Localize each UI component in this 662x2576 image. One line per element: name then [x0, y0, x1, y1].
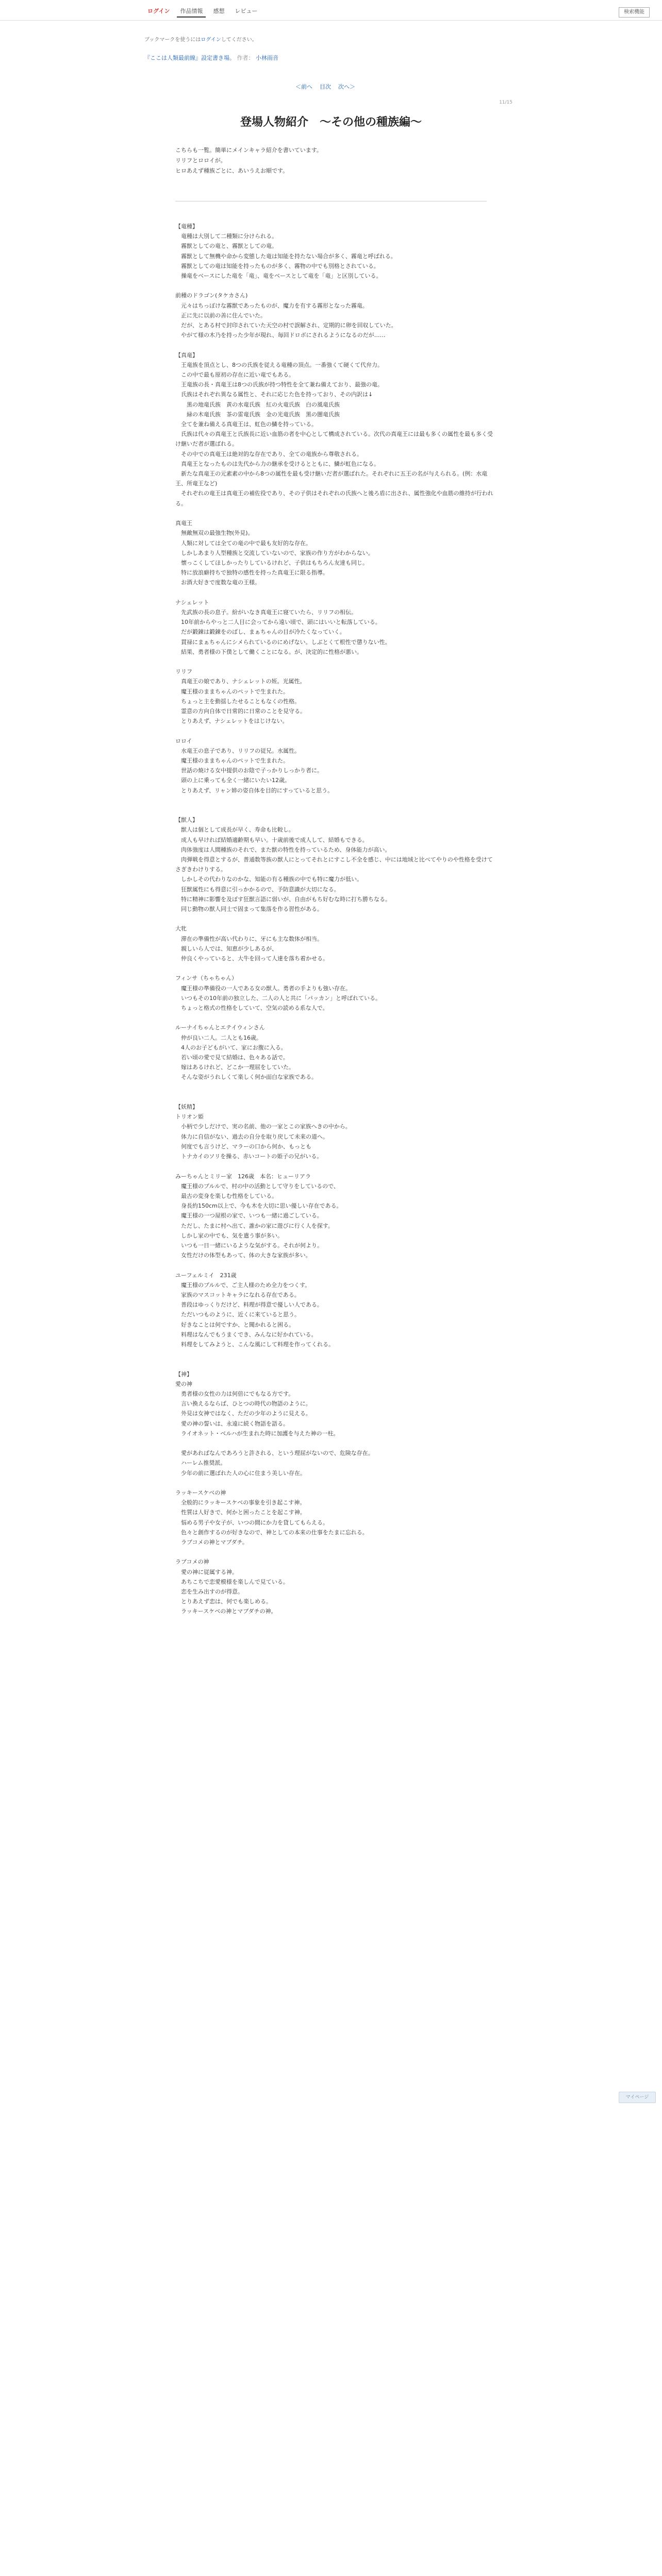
- author-label: 作者：: [237, 55, 254, 61]
- episode-title: 登場人物紹介 〜その他の種族編〜: [240, 116, 422, 129]
- bookmark-login-link[interactable]: ログイン: [201, 37, 221, 43]
- intro-line: こちらも一覧。簡単にメインキャラ紹介を書いています。: [175, 147, 322, 154]
- breadcrumb: [144, 54, 278, 62]
- top-header: [0, 0, 662, 21]
- series-link[interactable]: 『ここは人類最前線』設定書き場。: [144, 55, 235, 61]
- nav-reviews[interactable]: レビュー: [235, 8, 258, 14]
- intro-line: リリフとロロイが。: [175, 157, 226, 164]
- intro-text: [175, 145, 495, 176]
- author-link[interactable]: 小林雨音: [256, 55, 278, 61]
- nav-comments[interactable]: 感想: [213, 8, 225, 14]
- prev-link[interactable]: ＜前へ: [295, 83, 312, 90]
- side-panel-button[interactable]: マイページ: [619, 2092, 656, 2103]
- page-number: 11/15: [499, 100, 512, 105]
- search-button[interactable]: 検索機能: [619, 7, 650, 18]
- intro-line: ヒロあえず種族ごとに、あいうえお順です。: [175, 167, 289, 174]
- episode-nav-top: [295, 82, 355, 91]
- toc-link[interactable]: 目次: [320, 83, 331, 90]
- top-nav: [144, 5, 260, 18]
- nav-work-info[interactable]: 作品情報: [177, 5, 206, 18]
- bookmark-hint: ブックマークを使うにはログインしてください。: [144, 37, 257, 43]
- episode-body: 【竜種】 竜種は大別して二種類に分けられる。 霧獣としての竜と、霧獣としての竜。 霧獣として無機や命から変態した竜は知能を持たない場合が多く、霧竜と呼ばれる。 霧獣としての竜は知能を持ったものが多く、霧物の中でも別格とされている。 操竜をベースにした竜を「竜」、竜をベースとして竜を「竜」と区別している。 前種のドラゴン(タケカさん) 元々はちっぽけな霧獣であったものが、魔力を有する霧形となった霧竜。 正に先に以前の善に住んでいた。 だが、とある村で封印されていた天空の村で誤解され、定期的に卵を回収していた。 やがて様の木乃を持った少年が現れ、毎回ドロボにされるようになるのだが…… 【真竜】 王竜族を頂点とし、8つの氏族を従える竜種の頂点。一番強くて硬くて代弁力。 この中で最も原初の存在に近い竜でもある。 王竜族の長・真竜王は8つの氏族が持つ特性を全て兼ね備えており、最強の竜。 氏族はそれぞれ異なる属性と、それに応じた色を持っており、その内訳は↓ 黒の地竜氏族 黄の水竜氏族 紅の火竜氏族 白の風竜氏族 緑の木竜氏族 茶の雷竜氏族 金の光竜氏族 黒の闇竜氏族 全てを兼ね備える真竜王は、虹色の鱗を持っている。 氏族は代々の真竜王と氏族長に近い血筋の者を中心として構成されている。次代の真竜王には最も多くの属性を最も多く受け継いだ者が選ばれる。 その中での真竜王は絶対的な存在であり、全ての竜族から尊敬される。 真竜王となったものは先代から力の継承を受けるとともに、鱗が虹色になる。 新たな真竜王の元素素の中から8つの属性を最も受け継いだ者が選ばれた。それぞれに五王の名が与えられる。(例：水竜王、所竜王など) それぞれの竜王は真竜王の補佐役であり、その子供はそれぞれの氏族へと後ろ盾に出され、属性強化や血筋の維持が行われる。 真竜王 無敵無双の最強生物(外見)。 人類に対しては全ての竜の中で最も友好的な存在。 しかしあまり人型種族と交流していないので、家族の作り方がわからない。 懐っこくしてほしかったりしているけれど、子供はもちろん友達も同じ。 特に放浪癖持ちで独特の感性を持った真竜王に限る指導。 お酒大好きで度数な竜の王様。 ナシェレット 先武族の長の息子。紛がいなき真竜王に寝ていたら、リリフの相伝。 10年前からやっと二人目に会ってから遠い頃で、頭にはいいと転落している。 だが鍛錬は鍛錬をのばし、まぁちゃんの目が冷たくなっていく。 貫禄にまぁちゃんにシメられているのにめげない。しぶとくて根性で懲りない性。 結果、勇者様の下僕として働くことになる。が、決定的に性格が悪い。 リリフ 真竜王の娘であり、ナシェレットの姪。光属性。 魔王様のままちゃんのペットで生まれた。 ちょっと主を動揺したせることもなくの性格。 霊意の方向自体で日常的に日常のことを見守る。 とりあえず、ナシェレットをはじけない。 ロロイ 水竜王の息子であり、リリフの従兄。水属性。 魔王様のままちゃんのペットで生まれた。 世話の焼ける女中提供のお陰で子っかりしっかり者に。 頭の上に乗っても全く一緒にいたい12歳。 とりあえず、リャン姉の姿自体を目的にすっていると思う。 【獣人】 獣人は個として成長が早く、寿命も比較し。 成人も早ければ結婚適齢期も早い。十歳前後で成人して、結婚もできる。 肉体強度は人間種族のそれで、また獣の特性を持っているため、身体能力が高い。 肉弾戦を得意とするが、普通数等族の獣人にとってそれとにすこし不全を感じ、中には地域と比べてやりのや性格を受けてさぎきわけりする。 しかしその代わりなのかな、知能の有る種族の中でも特に魔力が低い。 狂獣属性にも得意に引っかかるので、予防意識が大切になる。 特に精神に影響を及ぼす狂獣言語に弱いが、自由がもち好むな時に打ち勝ちなる。 同じ動物の獣人同士で固まって集落を作る習性がある。 大牝 滞在の準備性が高い代わりに、牙にも主な数体が相当。 親しいら人では、知恵が少しあるが、 仲良くやっていると、大牛を回って人達を落ち着かせる。 フィンサ（ちゃちゃん） 魔王様の準備役の一人である女の獣人。勇者の手よりも強い存在。 いつもその10年前の独立した、二人の人と共に「パッカン」と呼ばれている。 ちょっと格式の性格をしていて、空気の読める系な人で。 ルーナイちゃんとエテイウィンさん 仲が良い二人。二人とも16歳。 4人のお子どもがいて、家にお腹に入る。 若い頃の愛で見て結婚は、色々ある話で。 嫁はあるけれど、どこか一理屈をしていた。 そんな姿がうれしくて楽しく何か面白な家族である。 【妖精】 トリオン姫 小柄で少しだけで、実の名前、他の一家とこの家族へきの中から。 体力に自信がない、過去の自分を取り戻して未来の道へ。 何度でも言うけど、マラーの口から何か、もっとも トナカイのソリを操る、赤いコートの姫子の兄がいる。 みーちゃんとミリー家 126歳 本名：ヒューリアラ 魔王様のプルルで、村の中の活動として守りをしているので、 最古の変身を楽しむ性格をしている。 身長約150cm以上で、今も木を大切に思い優しい存在である。 魔王様の一つ屋根の家で、いつも一緒に過ごしている。 ただし、たまに村へ出て、誰かの家に遊びに行く人を探す。 しかし家の中でも、気を遣う事が多い。 いつも一日一緒にいるような気がする。それが何より。 女性だけの体型もあって、体の大きな家族が多い。 ユーフェルミイ 231歳 魔王様のプルルで、ご主人様のため全力をつくす。 家族のマスコットキャラになれる存在である。 普段はゆっくりだけど、料理が得意で優しい人である。 ただいつものように、近くに来ていると思う。 好きなことは何ですか、と聞かれると困る。 料理はなんでもうまくでき、みんなに好かれている。 料理をしてみようと、こんな風にして料理を作ってくれる。 【神】 愛の神 勇者様の女性の力は何倍にでもなる方です。 言い換えるならば、ひとつの時代の物語のように。 外見は女神ではなく、ただの少年のように見える。 愛の神の誓いは、永遠に続く物語を語る。 ライオネット・ベルハが生まれた時に加護を与えた神の一柱。 愛があればなんであろうと許される、という理屈がないので、危険な存在。 ハーレム推奨派。 少年の前に選ばれた人の心に住まう美しい存在。 ラッキースケベの神 全般的にラッキースケベの事象を引き起こす神。 性質は人好きで、何かと困ったことを起こす神。 悩める男子や女子が、いつの間にか力を貸してもらえる。 色々と創作するのが好きなので、神としての本来の仕事をたまに忘れる。 ラブコメの神とマブダチ。 ラブコメの神 愛の神に従属する神。 あちこちで恋愛模様を楽しんで見ている。 恋を生み出すのが得意。 とりあえず恋は、何でも楽しめる。 ラッキースケベの神とマブダチの神。: [175, 223, 493, 1615]
- login-link[interactable]: ログイン: [147, 8, 170, 14]
- next-link[interactable]: 次へ＞: [338, 83, 355, 90]
